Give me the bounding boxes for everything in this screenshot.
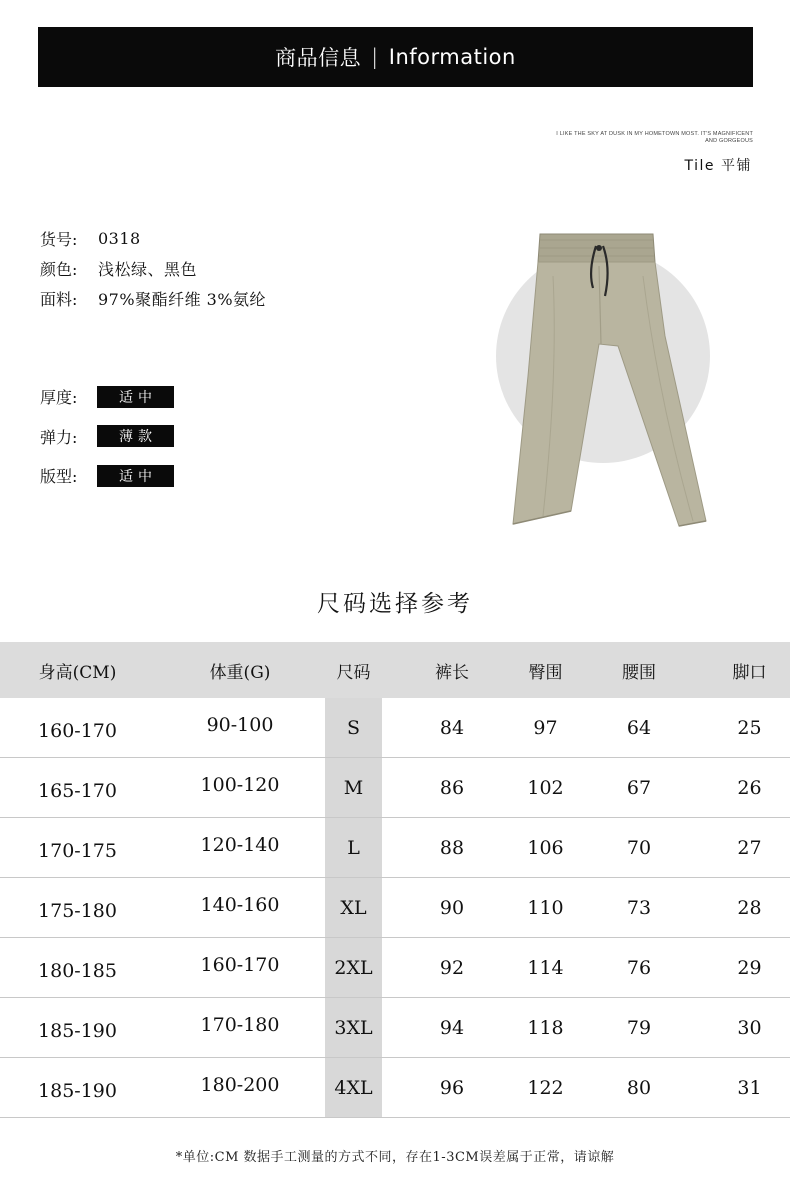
product-image xyxy=(493,226,723,546)
table-row xyxy=(0,698,790,758)
cell-weight: 170-180 xyxy=(200,1013,280,1036)
table-row xyxy=(0,878,790,938)
cell-size: L xyxy=(325,818,382,877)
cell-hip: 122 xyxy=(527,1076,564,1099)
pants-illustration xyxy=(493,226,723,546)
cell-waist: 80 xyxy=(626,1076,652,1099)
cell-height: 175-180 xyxy=(38,899,117,922)
table-header-row xyxy=(0,642,790,698)
cell-waist: 76 xyxy=(626,956,652,979)
cell-size: M xyxy=(325,758,382,817)
tile-label: Tile 平铺 xyxy=(684,158,752,174)
cell-weight: 160-170 xyxy=(200,953,280,976)
cell-hem: 25 xyxy=(737,716,762,739)
cell-height: 160-170 xyxy=(38,719,117,742)
cell-weight: 120-140 xyxy=(200,833,280,856)
cell-hem: 27 xyxy=(737,836,762,859)
size-table xyxy=(0,642,790,1118)
spec-row-fabric xyxy=(40,283,266,313)
cell-size: 4XL xyxy=(325,1058,382,1117)
cell-length: 88 xyxy=(439,836,465,859)
attribute-list xyxy=(40,377,174,496)
cell-waist: 79 xyxy=(626,1016,652,1039)
cell-waist: 70 xyxy=(626,836,652,859)
cell-size: XL xyxy=(325,878,382,937)
cell-hem: 30 xyxy=(737,1016,762,1039)
cell-height: 180-185 xyxy=(38,959,117,982)
cell-length: 92 xyxy=(439,956,465,979)
cell-height: 185-190 xyxy=(38,1019,117,1042)
spec-key: 面料: xyxy=(40,289,78,309)
cell-hem: 26 xyxy=(737,776,762,799)
cell-waist: 64 xyxy=(626,716,652,739)
spec-value: 0318 xyxy=(98,228,141,248)
cell-waist: 73 xyxy=(626,896,652,919)
header-waist: 腰围 xyxy=(622,662,656,683)
cell-weight: 140-160 xyxy=(200,893,280,916)
cell-hip: 106 xyxy=(527,836,564,859)
cell-hip: 97 xyxy=(533,716,558,739)
cell-length: 86 xyxy=(439,776,465,799)
table-row xyxy=(0,1058,790,1118)
spec-row-item-number xyxy=(40,223,266,253)
cell-length: 84 xyxy=(439,716,465,739)
banner-title-en: Information xyxy=(388,45,516,69)
header-size: 尺码 xyxy=(336,662,371,683)
info-banner xyxy=(38,27,753,87)
table-row xyxy=(0,998,790,1058)
attr-key: 弹力: xyxy=(40,427,78,447)
attr-badge: 薄款 xyxy=(97,425,174,447)
tagline-text: I LIKE THE SKY AT DUSK IN MY HOMETOWN MOST. IT'S MAGNIFICENT AND GORGEOUS xyxy=(556,131,753,144)
cell-height: 185-190 xyxy=(38,1079,117,1102)
attr-badge: 适中 xyxy=(97,465,174,487)
cell-height: 170-175 xyxy=(38,839,117,862)
attr-badge: 适中 xyxy=(97,386,174,408)
cell-hem: 28 xyxy=(737,896,762,919)
cell-length: 90 xyxy=(439,896,465,919)
cell-hip: 110 xyxy=(527,896,564,919)
spec-row-color xyxy=(40,253,266,283)
spec-list xyxy=(40,223,266,313)
header-hip: 臀围 xyxy=(528,662,563,683)
measurement-footnote: *单位:CM 数据手工测量的方式不同，存在1-3CM误差属于正常，请谅解 xyxy=(175,1150,615,1165)
header-height: 身高(CM) xyxy=(38,662,117,683)
cell-height: 165-170 xyxy=(38,779,117,802)
cell-length: 96 xyxy=(439,1076,465,1099)
spec-value: 97%聚酯纤维 3%氨纶 xyxy=(98,289,267,309)
spec-key: 颜色: xyxy=(40,259,78,279)
cell-weight: 100-120 xyxy=(200,773,280,796)
cell-size: 2XL xyxy=(325,938,382,997)
attr-row-fit xyxy=(40,456,174,496)
attr-key: 版型: xyxy=(40,467,78,487)
cell-weight: 90-100 xyxy=(206,713,274,736)
cell-hem: 31 xyxy=(737,1076,762,1099)
table-row xyxy=(0,818,790,878)
banner-title-cn: 商品信息 xyxy=(275,46,362,70)
cell-hem: 29 xyxy=(737,956,762,979)
cell-length: 94 xyxy=(439,1016,465,1039)
table-row xyxy=(0,758,790,818)
cell-weight: 180-200 xyxy=(200,1073,280,1096)
header-weight: 体重(G) xyxy=(209,662,271,683)
cell-size: S xyxy=(325,698,382,757)
cell-hip: 114 xyxy=(527,956,564,979)
banner-separator: | xyxy=(371,45,379,69)
table-row xyxy=(0,938,790,998)
header-length: 裤长 xyxy=(435,662,469,683)
spec-key: 货号: xyxy=(40,229,78,249)
cell-size: 3XL xyxy=(325,998,382,1057)
size-section-title: 尺码选择参考 xyxy=(317,591,473,617)
attr-row-thickness xyxy=(40,377,174,417)
spec-value: 浅松绿、黑色 xyxy=(98,259,198,279)
header-hem: 脚口 xyxy=(732,662,767,683)
cell-hip: 102 xyxy=(527,776,564,799)
attr-key: 厚度: xyxy=(40,388,78,408)
cell-hip: 118 xyxy=(527,1016,564,1039)
cell-waist: 67 xyxy=(626,776,652,799)
attr-row-elasticity xyxy=(40,417,174,457)
